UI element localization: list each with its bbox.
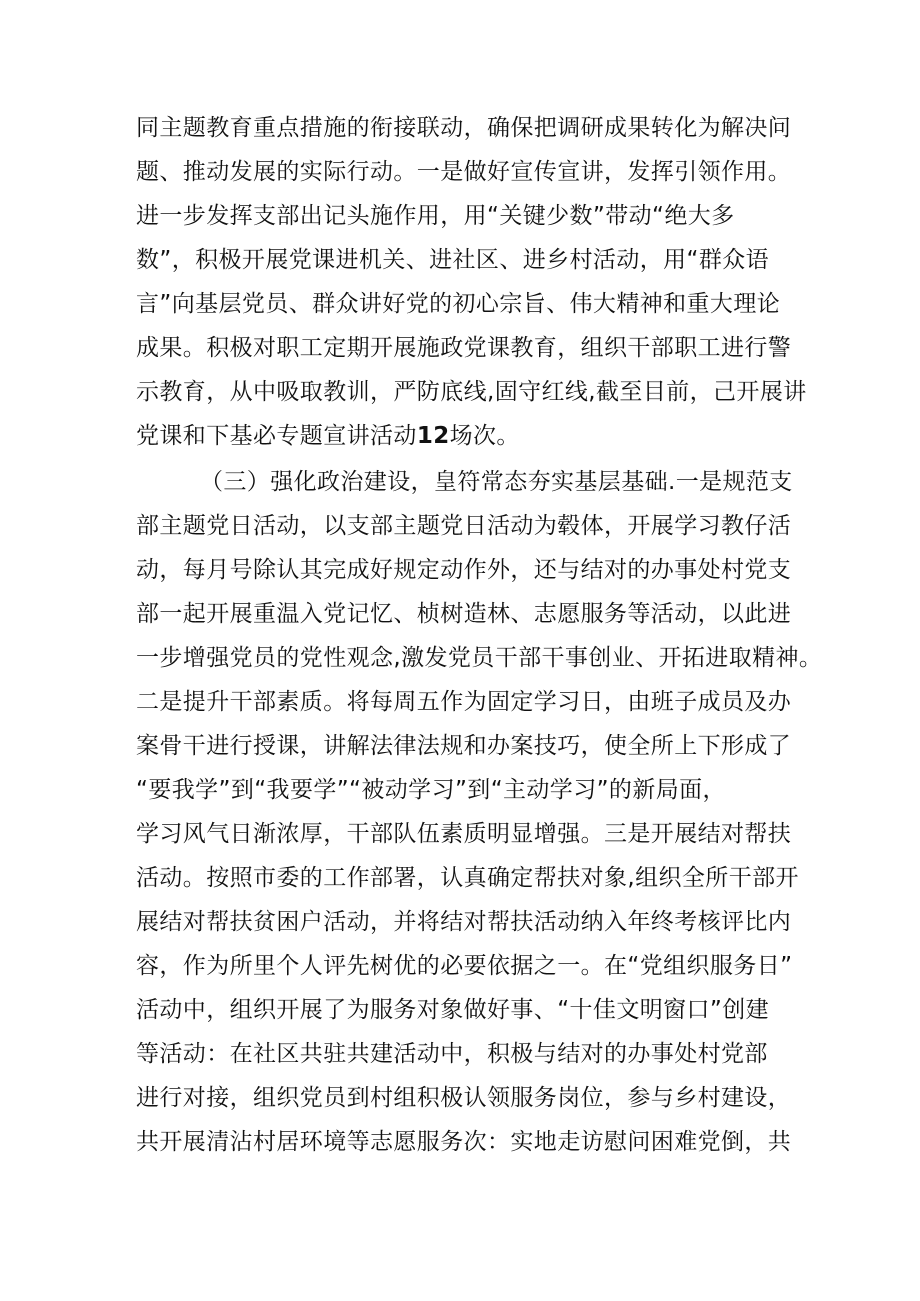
- text-line: 共开展清沾村居环境等志愿服务次：实地走访慰问困难党倒，共: [136, 1129, 792, 1155]
- text-line: 部主题党日活动，以支部主题党日活动为毂体，开展学习教仔活: [136, 513, 792, 539]
- text-line: 等活动：在社区共驻共建活动中，积极与结对的办事处村党部: [136, 1041, 768, 1067]
- text-line: 言”向基层党员、群众讲好党的初心宗旨、伟大精神和重大理论: [136, 291, 781, 317]
- count-value: 12: [416, 423, 450, 449]
- text-line: 同主题教育重点措施的衔接联动，确保把调研成果转化为解决问: [136, 115, 792, 141]
- text-line: 一步增强党员的党性观念,激发党员干部干事创业、开拓进取精神。: [136, 645, 823, 671]
- text-line: 动，每月号除认其完成好规定动作外，还与结对的办事处村党支: [136, 557, 792, 583]
- text-line: 二是提升干部素质。将每周五作为固定学习日，由班子成员及办: [136, 689, 792, 715]
- text-line: 示教育，从中吸取教训，严防底线,固守红线,截至目前，己开展讲: [136, 379, 807, 405]
- text-line: 数”，积极开展党课进机关、进社区、进乡村活动，用“群众语: [136, 247, 770, 273]
- text-segment: 党课和下基必专题宣讲活动: [136, 423, 417, 449]
- text-line: 活动。按照市委的工作部署，认真确定帮扶对象,组织全所干部开: [136, 865, 799, 891]
- text-line: 展结对帮扶贫困户活动，并将结对帮扶活动纳入年终考核评比内: [136, 909, 792, 935]
- text-segment: 场次。: [449, 423, 520, 449]
- text-line: 进一步发挥支部出记头施作用，用“关键少数”带动“绝大多: [136, 203, 735, 229]
- text-line: 部一起开展重温入党记忆、桢树造林、志愿服务等活动，以此进: [136, 601, 792, 627]
- text-line: 题、推动发展的实际行动。一是做好宣传宣讲，发挥引领作用。: [136, 159, 792, 185]
- section-heading-line: （三）强化政治建设，皇符常态夯实基层基础.一是规范支: [200, 469, 793, 495]
- text-line: 成果。积极对职工定期开展施政党课教育，组织干部职工进行警: [136, 335, 792, 361]
- text-line: [136, 420, 520, 452]
- text-line: 学习风气日渐浓厚，干部队伍素质明显增强。三是开展结对帮扶: [136, 821, 792, 847]
- text-line: 活动中，组织开展了为服务对象做好事、“十佳文明窗口”创建: [136, 997, 770, 1023]
- text-line: 进行对接，组织党员到村组积极认领服务岗位，参与乡村建设，: [136, 1085, 792, 1111]
- text-line: 案骨干进行授课，讲解法律法规和办案技巧，使全所上下形成了: [136, 733, 792, 759]
- text-line: 容，作为所里个人评先树优的必要依据之一。在“党组织服务日”: [136, 953, 793, 979]
- text-line: “要我学”到“我要学”“被动学习”到“主动学习”的新局面，: [136, 777, 726, 803]
